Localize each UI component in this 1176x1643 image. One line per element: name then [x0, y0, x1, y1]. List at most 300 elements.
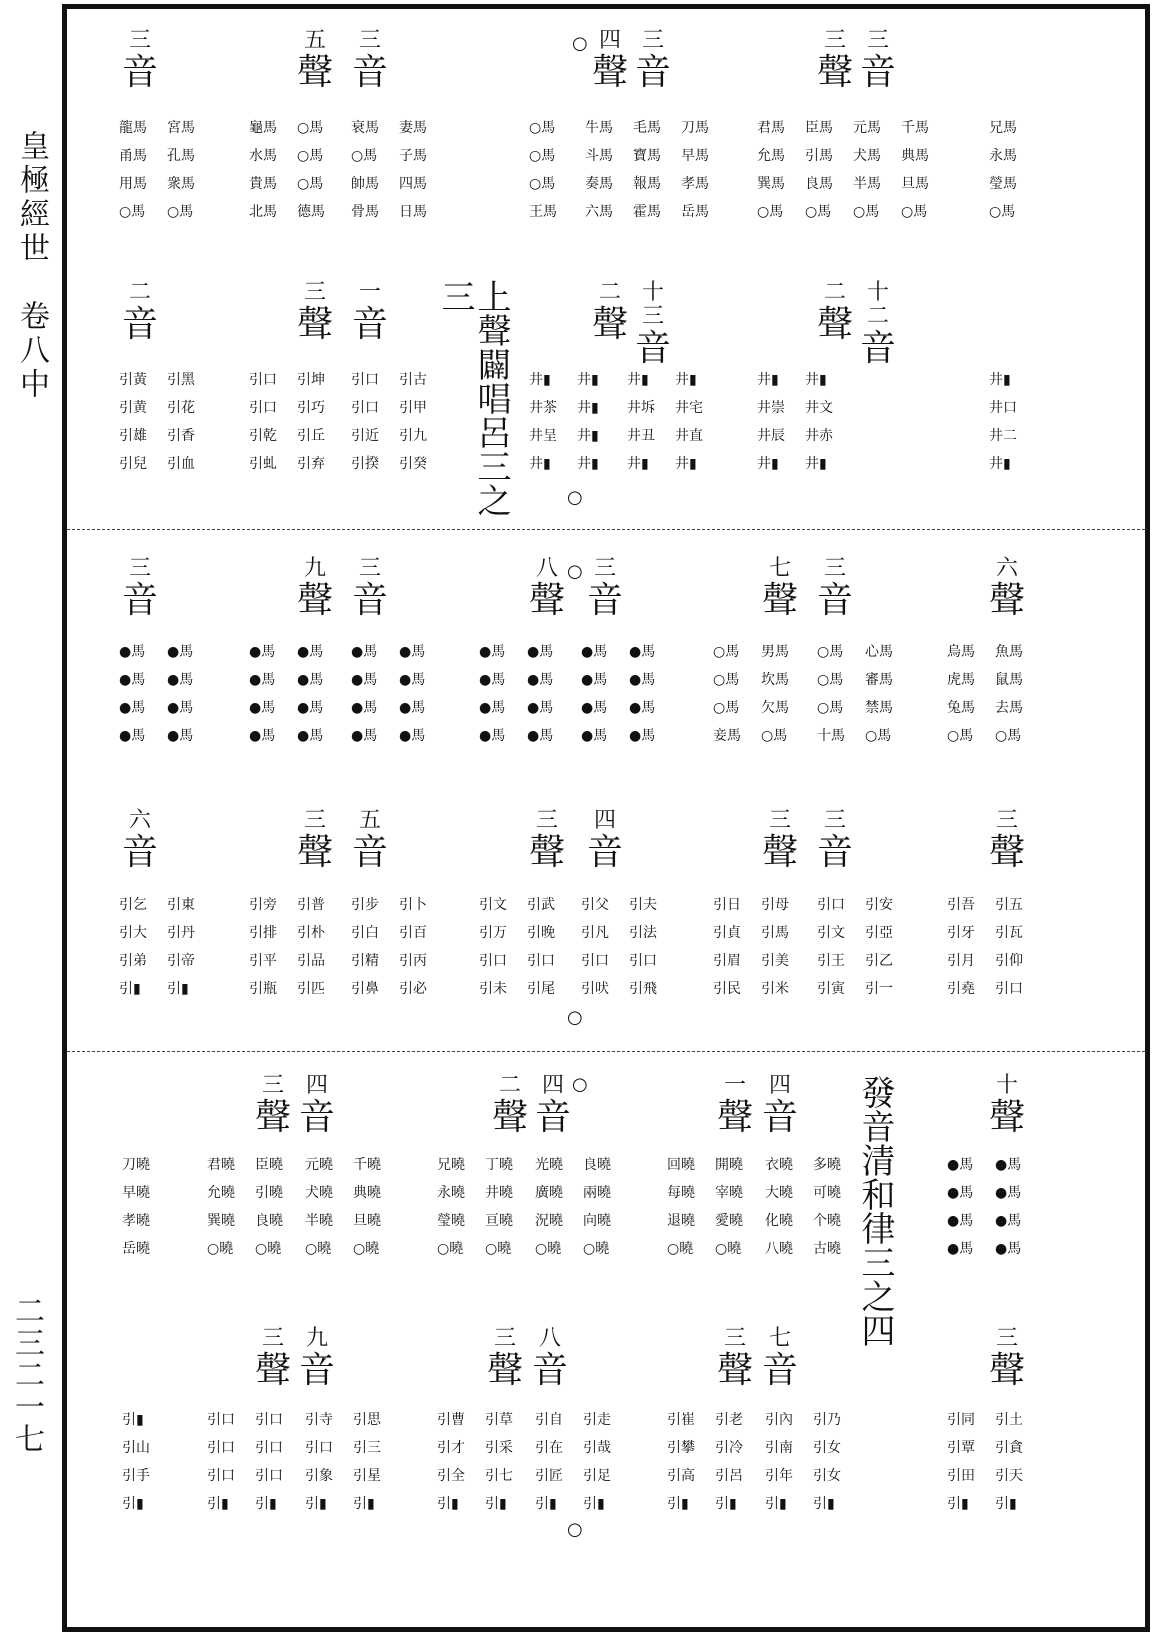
rhyme-label: 聲 — [487, 1350, 524, 1391]
grid-cell: 引口 — [207, 1440, 235, 1456]
grid-cell: 引必 — [399, 981, 427, 997]
grid-cell: 井▮ — [577, 400, 599, 416]
rhyme-tag — [255, 1074, 291, 1138]
rhyme-tag — [587, 809, 623, 873]
grid-cell: 魚馬 — [995, 644, 1023, 660]
grid-cell: 妾馬 — [713, 728, 741, 744]
grid-cell: 引安 — [865, 897, 893, 913]
rhyme-label: 聲 — [297, 304, 334, 345]
grid-cell: 兄馬 — [989, 120, 1017, 136]
grid-cell: 引思 — [353, 1412, 381, 1428]
rhyme-order: 三 — [358, 28, 381, 53]
char-grid — [119, 369, 205, 475]
char-grid — [947, 894, 1033, 1000]
grid-cell: 引口 — [249, 372, 277, 388]
grid-cell: 引民 — [713, 981, 741, 997]
grid-cell: 引丙 — [399, 953, 427, 969]
grid-cell: 引▮ — [122, 1412, 144, 1428]
grid-cell: ●馬 — [167, 700, 194, 716]
grid-cell: ○馬 — [713, 672, 740, 688]
grid-cell: 井呈 — [529, 428, 557, 444]
grid-cell: 引瓶 — [249, 981, 277, 997]
char-grid — [713, 894, 799, 1000]
grid-cell: 井崇 — [757, 400, 785, 416]
grid-cell: 引虬 — [249, 456, 277, 472]
rhyme-tag — [529, 809, 565, 873]
grid-cell: 引尾 — [527, 981, 555, 997]
grid-cell: 引馬 — [805, 148, 833, 164]
char-grid — [351, 641, 437, 747]
circle-mark: ○ — [567, 1007, 583, 1028]
rhyme-order: 三 — [128, 556, 151, 581]
grid-cell: 烏馬 — [947, 644, 975, 660]
grid-cell: ●馬 — [947, 1241, 974, 1257]
rhyme-order: 三 — [866, 28, 889, 53]
rhyme-order: 三 — [823, 28, 846, 53]
grid-cell: 个曉 — [813, 1213, 841, 1229]
grid-cell: 兔馬 — [947, 700, 975, 716]
char-grid — [947, 1409, 1033, 1515]
grid-cell: 引匠 — [535, 1468, 563, 1484]
grid-cell: 孝馬 — [681, 176, 709, 192]
grid-cell: 引日 — [713, 897, 741, 913]
rhyme-label: 音 — [299, 1350, 336, 1391]
grid-cell: 瑩馬 — [989, 176, 1017, 192]
grid-cell: 井口 — [989, 400, 1017, 416]
grid-cell: 鼠馬 — [995, 672, 1023, 688]
grid-cell: 引卜 — [399, 897, 427, 913]
grid-cell: 巽曉 — [207, 1213, 235, 1229]
grid-cell: 大曉 — [765, 1185, 793, 1201]
char-grid — [947, 1154, 1033, 1260]
rhyme-tag — [299, 1327, 335, 1391]
grid-cell: ●馬 — [527, 644, 554, 660]
grid-cell: 引米 — [761, 981, 789, 997]
grid-cell: 水馬 — [249, 148, 277, 164]
grid-cell: 井▮ — [989, 456, 1011, 472]
char-grid — [947, 641, 1033, 747]
grid-cell: 引晚 — [527, 925, 555, 941]
grid-cell: 引丹 — [167, 925, 195, 941]
grid-cell: 引匹 — [297, 981, 325, 997]
rhyme-order: 二 — [598, 280, 621, 305]
grid-cell: 可曉 — [813, 1185, 841, 1201]
grid-cell: 龍馬 — [119, 120, 147, 136]
grid-cell: 引武 — [527, 897, 555, 913]
grid-cell: ●馬 — [479, 672, 506, 688]
rhyme-tag — [492, 1074, 528, 1138]
grid-cell: 引走 — [583, 1412, 611, 1428]
grid-cell: ●馬 — [581, 672, 608, 688]
rhyme-tag — [717, 1327, 753, 1391]
grid-cell: 牛馬 — [585, 120, 613, 136]
grid-cell: ●馬 — [119, 672, 146, 688]
grid-cell: 井二 — [989, 428, 1017, 444]
grid-cell: 井▮ — [757, 372, 779, 388]
grid-cell: 退曉 — [667, 1213, 695, 1229]
grid-cell: 井▮ — [627, 372, 649, 388]
grid-cell: 井▮ — [989, 372, 1011, 388]
grid-cell: 開曉 — [715, 1157, 743, 1173]
grid-cell: ○馬 — [529, 148, 556, 164]
char-grid — [249, 117, 335, 223]
grid-cell: 井▮ — [805, 372, 827, 388]
char-grid — [437, 1154, 523, 1260]
grid-cell: 奏馬 — [585, 176, 613, 192]
grid-cell: 引▮ — [765, 1496, 787, 1512]
rhyme-label: 聲 — [529, 832, 566, 873]
grid-cell: ○馬 — [901, 204, 928, 220]
rhyme-order: 三 — [493, 1326, 516, 1351]
grid-cell: 君曉 — [207, 1157, 235, 1173]
grid-cell: 引▮ — [167, 981, 189, 997]
grid-cell: 引內 — [765, 1412, 793, 1428]
grid-cell: 早馬 — [681, 148, 709, 164]
grid-cell: ○曉 — [715, 1241, 742, 1257]
grid-cell: 引黑 — [167, 372, 195, 388]
grid-cell: 丁曉 — [485, 1157, 513, 1173]
grid-cell: ●馬 — [249, 700, 276, 716]
grid-cell: 引草 — [485, 1412, 513, 1428]
grid-cell: 井宅 — [675, 400, 703, 416]
grid-cell: 衆馬 — [167, 176, 195, 192]
grid-cell: 引文 — [479, 897, 507, 913]
grid-cell: ○馬 — [529, 176, 556, 192]
rhyme-tag — [352, 557, 388, 621]
rhyme-tag — [529, 557, 565, 621]
char-grid — [581, 894, 667, 1000]
rhyme-label: 聲 — [529, 580, 566, 621]
grid-cell: 引母 — [761, 897, 789, 913]
rhyme-tag — [352, 29, 388, 93]
rhyme-tag — [532, 1327, 568, 1391]
grid-cell: 引亞 — [865, 925, 893, 941]
char-grid — [757, 369, 843, 475]
rhyme-label: 音 — [635, 328, 672, 369]
grid-cell: ○曉 — [353, 1241, 380, 1257]
grid-cell: 允曉 — [207, 1185, 235, 1201]
rhyme-tag — [717, 1074, 753, 1138]
rhyme-label: 音 — [817, 832, 854, 873]
grid-cell: 引飛 — [629, 981, 657, 997]
grid-cell: 引万 — [479, 925, 507, 941]
grid-cell: 引坤 — [297, 372, 325, 388]
rhyme-order: 三 — [593, 556, 616, 581]
grid-cell: ○馬 — [713, 700, 740, 716]
grid-cell: 引高 — [667, 1468, 695, 1484]
grid-cell: 引老 — [715, 1412, 743, 1428]
grid-cell: 毛馬 — [633, 120, 661, 136]
grid-cell: 欠馬 — [761, 700, 789, 716]
grid-cell: ●馬 — [527, 728, 554, 744]
grid-cell: 引帝 — [167, 953, 195, 969]
grid-cell: 引田 — [947, 1468, 975, 1484]
grid-cell: ●馬 — [995, 1213, 1022, 1229]
rhyme-order: 三 — [358, 556, 381, 581]
grid-cell: 兄曉 — [437, 1157, 465, 1173]
grid-cell: 井▮ — [577, 456, 599, 472]
grid-cell: 旦馬 — [901, 176, 929, 192]
grid-cell: 孔馬 — [167, 148, 195, 164]
grid-cell: ○曉 — [207, 1241, 234, 1257]
grid-cell: ○曉 — [667, 1241, 694, 1257]
grid-cell: 引未 — [479, 981, 507, 997]
rhyme-label: 音 — [352, 304, 389, 345]
grid-cell: 良曉 — [583, 1157, 611, 1173]
grid-cell: ●馬 — [351, 728, 378, 744]
char-grid — [667, 1154, 753, 1260]
grid-cell: 引普 — [297, 897, 325, 913]
grid-cell: ●馬 — [167, 644, 194, 660]
char-grid — [529, 369, 615, 475]
grid-cell: ●馬 — [995, 1241, 1022, 1257]
rhyme-tag — [989, 557, 1025, 621]
grid-cell: 引崔 — [667, 1412, 695, 1428]
grid-cell: 引在 — [535, 1440, 563, 1456]
grid-cell: 去馬 — [995, 700, 1023, 716]
grid-cell: 引年 — [765, 1468, 793, 1484]
grid-cell: 井辰 — [757, 428, 785, 444]
rhyme-order: 四 — [305, 1073, 328, 1098]
rhyme-order: 七 — [768, 556, 791, 581]
grid-cell: 向曉 — [583, 1213, 611, 1229]
grid-cell: 井▮ — [757, 456, 779, 472]
char-grid — [437, 1409, 523, 1515]
grid-cell: 引女 — [813, 1468, 841, 1484]
rhyme-tag — [299, 1074, 335, 1138]
rhyme-tag — [989, 809, 1025, 873]
grid-cell: 引七 — [485, 1468, 513, 1484]
grid-cell: 引五 — [995, 897, 1023, 913]
grid-cell: ○馬 — [529, 120, 556, 136]
char-grid — [351, 894, 437, 1000]
rhyme-label: 聲 — [592, 52, 629, 93]
grid-cell: ●馬 — [297, 728, 324, 744]
rhyme-order: 三 — [303, 808, 326, 833]
grid-cell: 引血 — [167, 456, 195, 472]
char-grid — [249, 641, 335, 747]
grid-cell: 引精 — [351, 953, 379, 969]
rhyme-order: 三 — [768, 808, 791, 833]
grid-cell: 引雄 — [119, 428, 147, 444]
rhyme-label: 音 — [587, 832, 624, 873]
rhyme-label: 音 — [352, 580, 389, 621]
rhyme-label: 聲 — [255, 1350, 292, 1391]
grid-cell: 古曉 — [813, 1241, 841, 1257]
grid-cell: ●馬 — [995, 1157, 1022, 1173]
char-grid — [305, 1409, 391, 1515]
rhyme-order: 三 — [823, 808, 846, 833]
grid-cell: 引覃 — [947, 1440, 975, 1456]
rhyme-order: 三 — [995, 1326, 1018, 1351]
grid-cell: 引同 — [947, 1412, 975, 1428]
grid-cell: 衰馬 — [351, 120, 379, 136]
char-grid — [535, 1409, 621, 1515]
rhyme-tag — [297, 809, 333, 873]
grid-cell: 刀馬 — [681, 120, 709, 136]
grid-cell: 引弃 — [297, 456, 325, 472]
grid-cell: 引采 — [485, 1440, 513, 1456]
grid-cell: 龜馬 — [249, 120, 277, 136]
grid-cell: 引乃 — [813, 1412, 841, 1428]
grid-cell: ○馬 — [989, 204, 1016, 220]
char-grid — [989, 117, 1027, 223]
grid-cell: ○曉 — [535, 1241, 562, 1257]
rhyme-tag — [817, 281, 853, 345]
grid-cell: ●馬 — [629, 700, 656, 716]
grid-cell: ●馬 — [581, 728, 608, 744]
rhyme-tag — [635, 29, 671, 93]
rhyme-label: 聲 — [762, 832, 799, 873]
rhyme-order: 九 — [303, 556, 326, 581]
grid-cell: 引白 — [351, 925, 379, 941]
circle-mark: ○ — [567, 1519, 583, 1540]
grid-cell: 日馬 — [399, 204, 427, 220]
rhyme-label: 聲 — [989, 580, 1026, 621]
grid-cell: 引甲 — [399, 400, 427, 416]
char-grid — [207, 1409, 293, 1515]
grid-cell: 瑩曉 — [437, 1213, 465, 1229]
grid-cell: 引口 — [255, 1440, 283, 1456]
grid-cell: 十馬 — [817, 728, 845, 744]
rhyme-order: 二 — [823, 280, 846, 305]
rhyme-label: 音 — [860, 328, 897, 369]
grid-cell: 引口 — [995, 981, 1023, 997]
grid-cell: ○曉 — [485, 1241, 512, 1257]
grid-cell: 子馬 — [399, 148, 427, 164]
rhyme-label: 音 — [352, 832, 389, 873]
grid-cell: 四馬 — [399, 176, 427, 192]
rhyme-order: 三 — [303, 280, 326, 305]
grid-cell: 愛曉 — [715, 1213, 743, 1229]
char-grid — [351, 369, 437, 475]
rhyme-label: 聲 — [817, 52, 854, 93]
grid-cell: 井曉 — [485, 1185, 513, 1201]
grid-cell: 多曉 — [813, 1157, 841, 1173]
char-grid — [249, 894, 335, 1000]
rhyme-label: 聲 — [762, 580, 799, 621]
grid-cell: 六馬 — [585, 204, 613, 220]
grid-cell: 引呂 — [715, 1468, 743, 1484]
grid-cell: 甬馬 — [119, 148, 147, 164]
divider — [67, 529, 1145, 530]
grid-cell: 德馬 — [297, 204, 325, 220]
grid-cell: ○馬 — [167, 204, 194, 220]
grid-cell: 引牙 — [947, 925, 975, 941]
grid-cell: 引父 — [581, 897, 609, 913]
char-grid — [529, 117, 567, 223]
grid-cell: 引古 — [399, 372, 427, 388]
grid-cell: ●馬 — [167, 672, 194, 688]
grid-cell: 引寅 — [817, 981, 845, 997]
rhyme-tag — [817, 29, 853, 93]
grid-cell: 引口 — [305, 1440, 333, 1456]
grid-cell: 心馬 — [865, 644, 893, 660]
grid-cell: ●馬 — [581, 700, 608, 716]
rhyme-label: 聲 — [492, 1097, 529, 1138]
rhyme-tag — [989, 1074, 1025, 1138]
grid-cell: 引▮ — [437, 1496, 459, 1512]
rhyme-label: 音 — [635, 52, 672, 93]
rhyme-label: 音 — [535, 1097, 572, 1138]
grid-cell: ○馬 — [713, 644, 740, 660]
grid-cell: ●馬 — [479, 700, 506, 716]
rhyme-tag — [122, 809, 158, 873]
grid-cell: ○馬 — [297, 176, 324, 192]
grid-cell: ●馬 — [351, 672, 378, 688]
grid-cell: ●馬 — [399, 700, 426, 716]
rhyme-order: 六 — [128, 808, 151, 833]
grid-cell: 引口 — [207, 1412, 235, 1428]
rhyme-order: 五 — [358, 808, 381, 833]
grid-cell: ○馬 — [865, 728, 892, 744]
grid-cell: ○馬 — [119, 204, 146, 220]
grid-cell: 犬馬 — [853, 148, 881, 164]
grid-cell: 引南 — [765, 1440, 793, 1456]
grid-cell: 井直 — [675, 428, 703, 444]
grid-cell: ○馬 — [761, 728, 788, 744]
grid-cell: ○曉 — [583, 1241, 610, 1257]
grid-cell: 引凡 — [581, 925, 609, 941]
grid-cell: 引口 — [255, 1412, 283, 1428]
rhyme-order: 十二 — [866, 280, 889, 329]
char-grid — [817, 894, 903, 1000]
grid-cell: 井▮ — [529, 456, 551, 472]
rhyme-order: 二 — [498, 1073, 521, 1098]
grid-cell: 禁馬 — [865, 700, 893, 716]
grid-cell: 引王 — [817, 953, 845, 969]
rhyme-order: 四 — [598, 28, 621, 53]
grid-cell: 兩曉 — [583, 1185, 611, 1201]
rhyme-order: 五 — [303, 28, 326, 53]
grid-cell: 半曉 — [305, 1213, 333, 1229]
grid-cell: 況曉 — [535, 1213, 563, 1229]
grid-cell: 孝曉 — [122, 1213, 150, 1229]
grid-cell: ●馬 — [249, 644, 276, 660]
grid-cell: 引黄 — [119, 400, 147, 416]
grid-cell: 引口 — [581, 953, 609, 969]
circle-mark: ○ — [567, 487, 583, 508]
grid-cell: 井▮ — [675, 372, 697, 388]
grid-cell: 引眉 — [713, 953, 741, 969]
rhyme-tag — [487, 1327, 523, 1391]
char-grid — [757, 117, 939, 223]
rhyme-tag — [817, 557, 853, 621]
grid-cell: 引曹 — [437, 1412, 465, 1428]
grid-cell: ●馬 — [297, 644, 324, 660]
grid-cell: 典馬 — [901, 148, 929, 164]
circle-mark: ○ — [572, 1074, 588, 1095]
grid-cell: 妻馬 — [399, 120, 427, 136]
grid-cell: 千曉 — [353, 1157, 381, 1173]
grid-cell: 北馬 — [249, 204, 277, 220]
rhyme-order: 三 — [535, 808, 558, 833]
circle-mark: ○ — [572, 33, 588, 54]
grid-cell: 君馬 — [757, 120, 785, 136]
grid-cell: 引品 — [297, 953, 325, 969]
rhyme-label: 音 — [587, 580, 624, 621]
grid-cell: 引天 — [995, 1468, 1023, 1484]
grid-cell: 男馬 — [761, 644, 789, 660]
grid-cell: ○曉 — [305, 1241, 332, 1257]
grid-cell: 引口 — [527, 953, 555, 969]
char-grid — [817, 641, 903, 747]
grid-cell: 引寺 — [305, 1412, 333, 1428]
char-grid — [351, 117, 437, 223]
grid-cell: 元馬 — [853, 120, 881, 136]
grid-cell: 引吾 — [947, 897, 975, 913]
grid-cell: 引口 — [817, 897, 845, 913]
